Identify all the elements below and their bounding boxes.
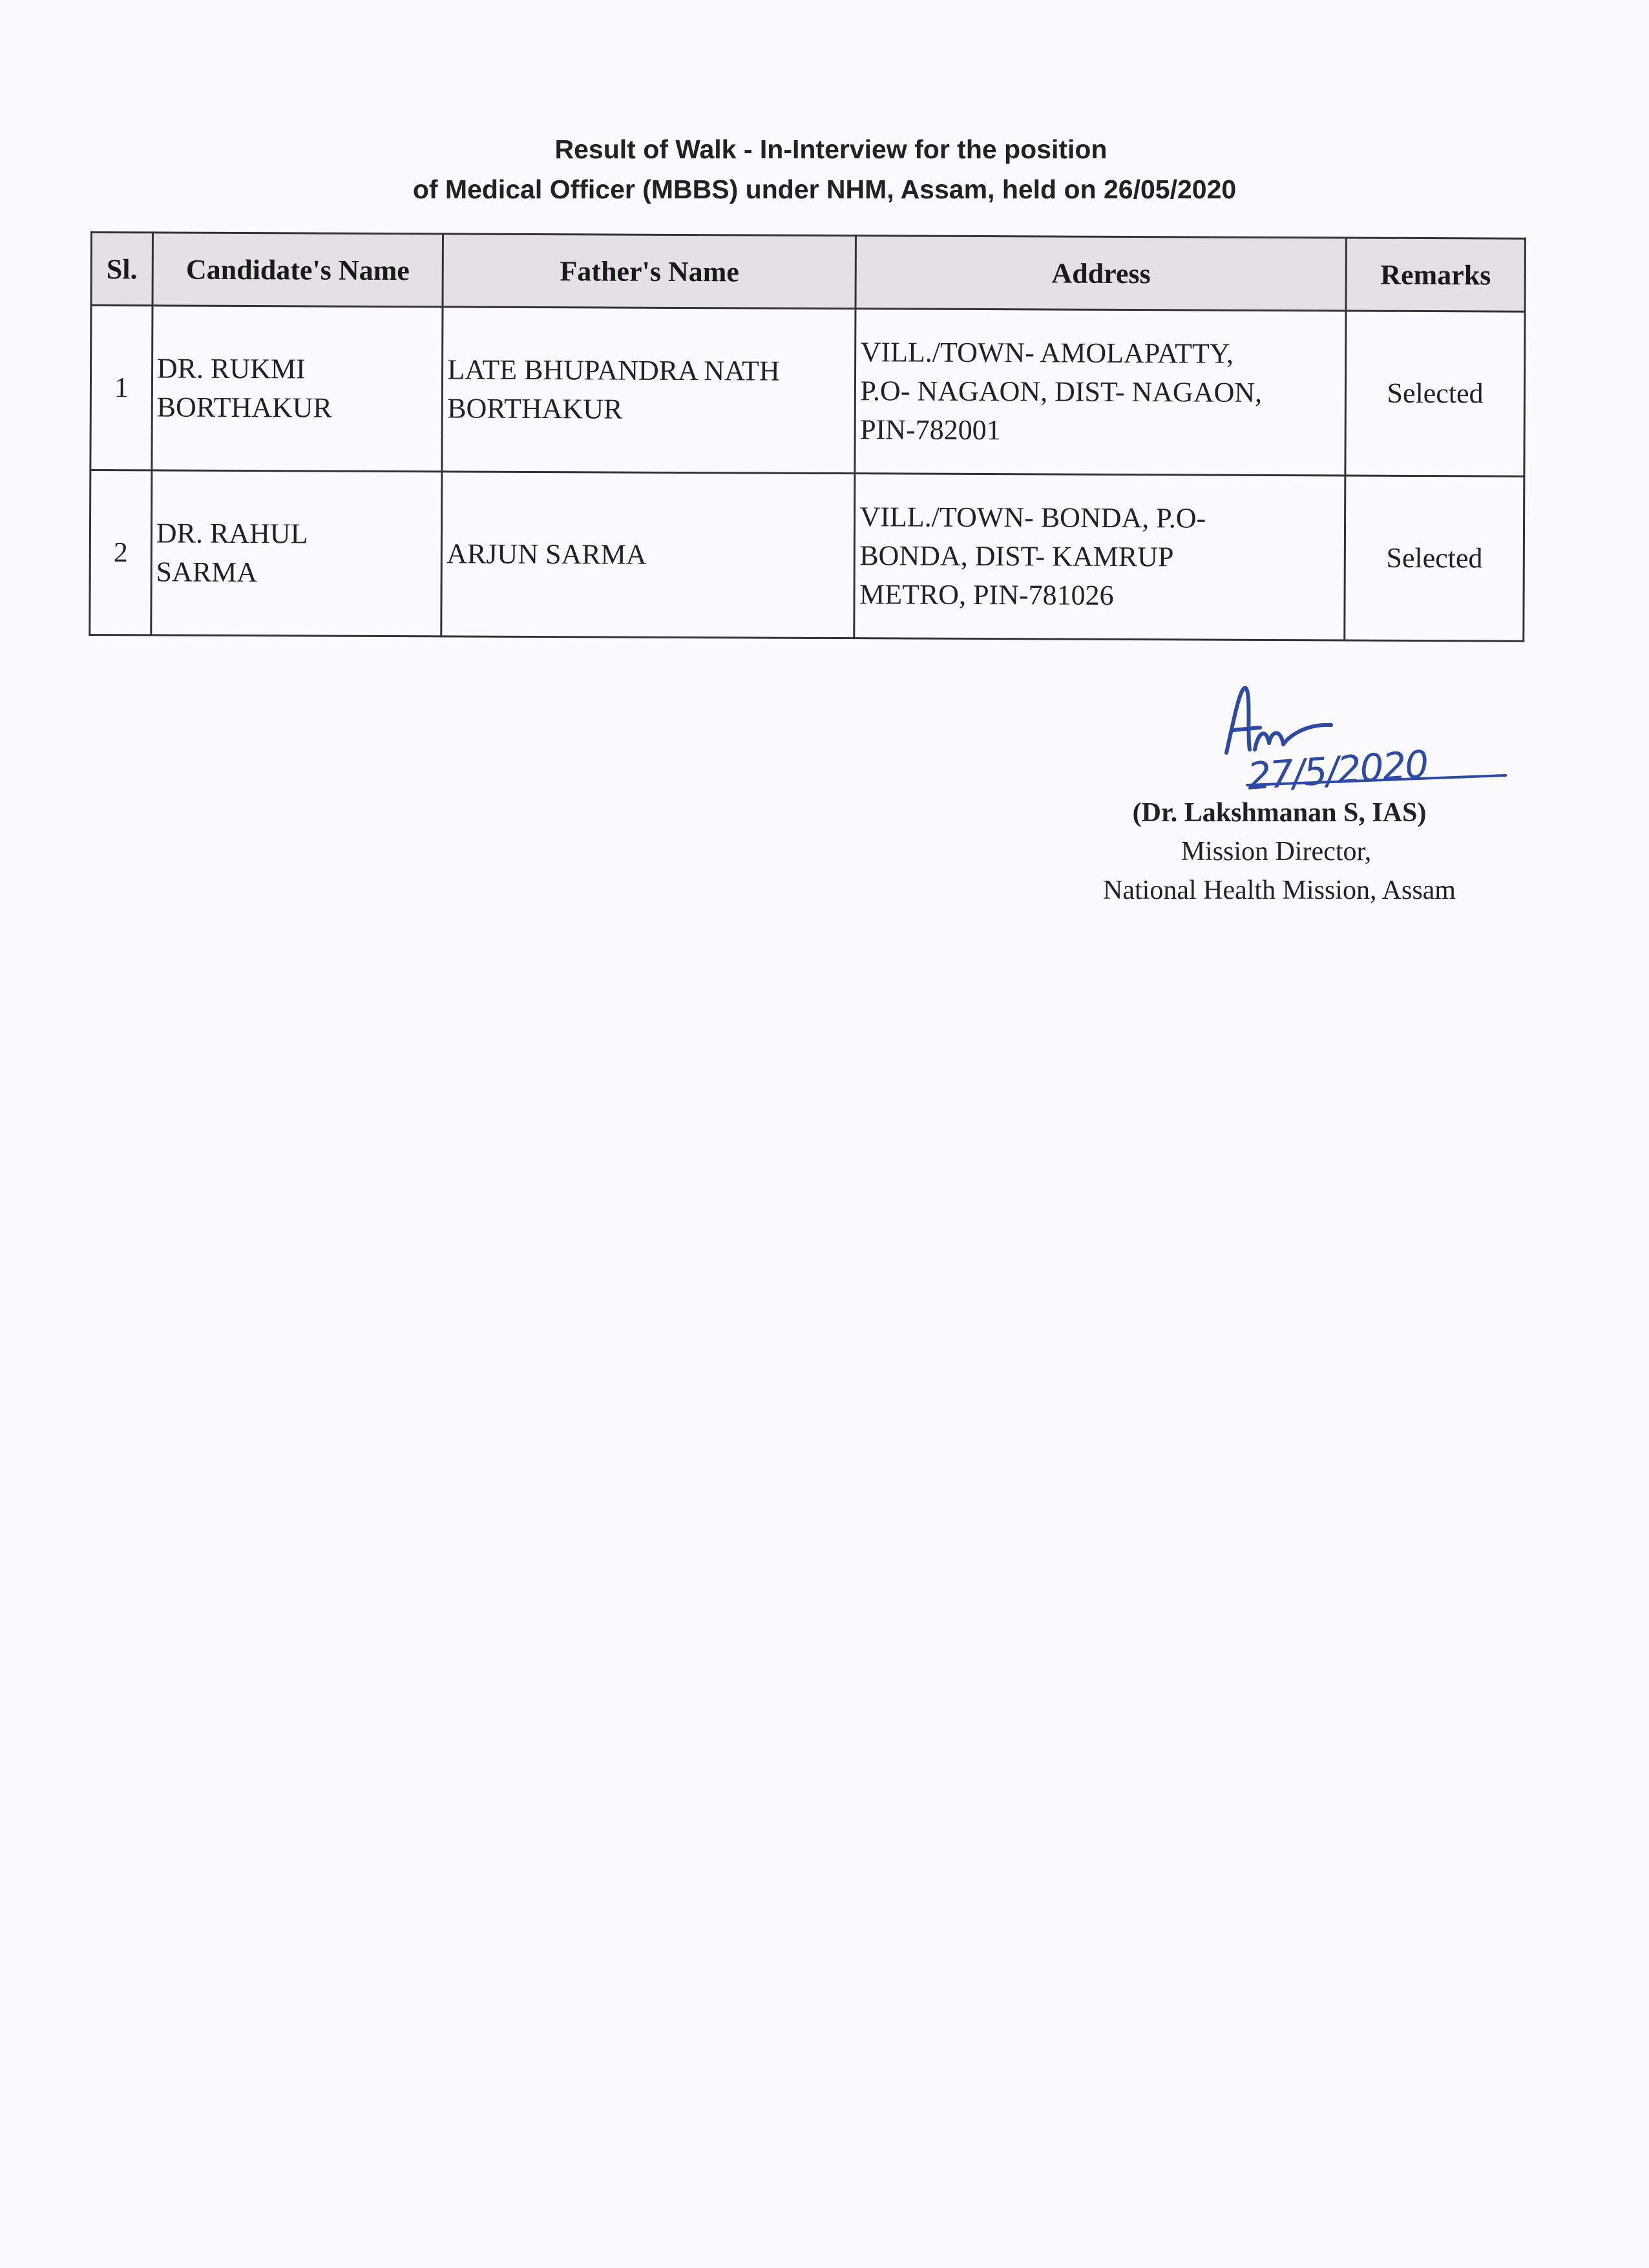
title-line-1: Result of Walk - In-Interview for the position (554, 134, 1108, 164)
candidate-name-line: SARMA (156, 556, 258, 589)
address-line: VILL./TOWN- BONDA, P.O- (859, 501, 1206, 534)
header-address: Address (856, 236, 1346, 311)
cell-candidate-name (151, 470, 443, 636)
cell-father-name (442, 307, 856, 474)
header-father-name: Father's Name (443, 234, 856, 309)
father-name-line: LATE BHUPANDRA NATH (447, 353, 780, 387)
signatory-designation: Mission Director, (1181, 837, 1372, 866)
candidate-name-line: DR. RAHUL (156, 517, 308, 550)
signatory-organization: National Health Mission, Assam (1103, 876, 1456, 905)
header-candidate-name: Candidate's Name (152, 233, 443, 307)
father-name-line: BORTHAKUR (447, 392, 623, 425)
document-title (0, 129, 1649, 209)
table-row (90, 470, 1524, 642)
address-line: VILL./TOWN- AMOLAPATTY, (860, 336, 1234, 370)
header-remarks: Remarks (1346, 238, 1525, 311)
candidate-name-line: BORTHAKUR (156, 391, 332, 424)
address-line: PIN-782001 (860, 414, 1001, 446)
address-line: P.O- NAGAON, DIST- NAGAON, (860, 375, 1263, 408)
cell-address (854, 474, 1345, 640)
title-line-2: of Medical Officer (MBBS) under NHM, Assam, held on 26/05/2020 (412, 174, 1237, 204)
cell-remarks: Selected (1345, 476, 1524, 641)
table-row (90, 306, 1525, 477)
cell-candidate-name (152, 306, 443, 472)
address-line: BONDA, DIST- KAMRUP (859, 540, 1174, 573)
cell-address (855, 309, 1346, 476)
cell-sl: 1 (90, 306, 152, 470)
address-line: METRO, PIN-781026 (859, 578, 1114, 611)
father-name-line: ARJUN SARMA (446, 538, 647, 571)
signature-date: 27/5/2020 (1245, 742, 1429, 799)
cell-sl: 2 (90, 470, 152, 635)
header-sl: Sl. (91, 233, 152, 306)
cell-father-name (441, 472, 855, 638)
cell-remarks: Selected (1345, 311, 1525, 476)
signature-block (1008, 678, 1538, 924)
results-table (89, 231, 1526, 642)
table-header-row (91, 233, 1525, 312)
signatory-name: (Dr. Lakshmanan S, IAS) (1132, 798, 1427, 828)
candidate-name-line: DR. RUKMI (156, 352, 306, 385)
signatory-details (1008, 793, 1538, 910)
